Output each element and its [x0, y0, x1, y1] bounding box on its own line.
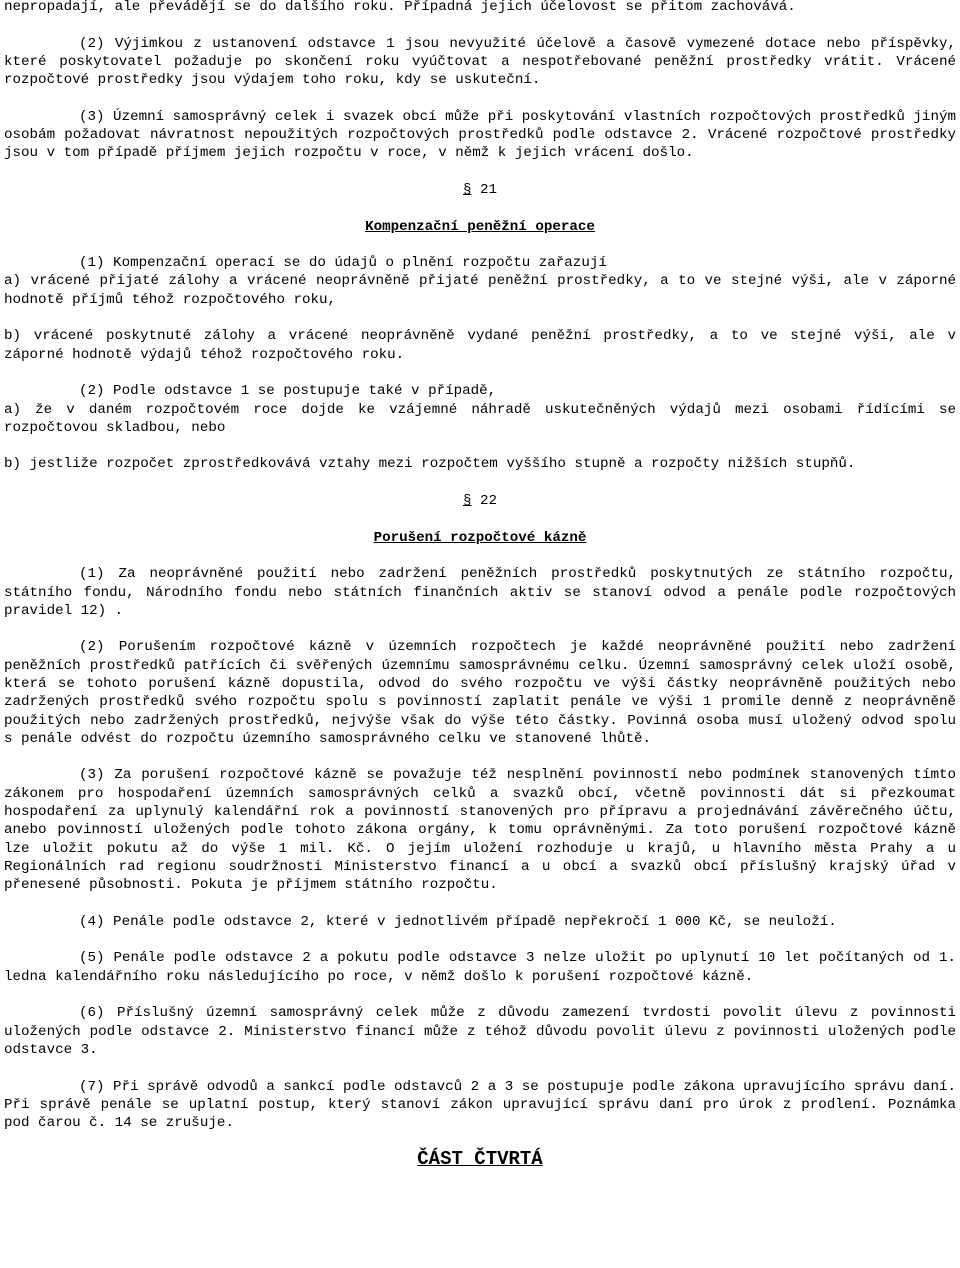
section-sign: § — [462, 493, 472, 510]
s20-paragraph-3: (3) Územní samosprávný celek i svazek obcí může při poskytování vlastních rozpočtových prostředků jiným osobám požadovat návratnost nepoužitých rozpočtových prostředků podle odstavce 2. Vrácené rozpočtové prostředky jsou v tom případě příjmem jejich rozpočtu v roce, v němž k jejich vrácení došlo. — [4, 108, 956, 162]
s22-paragraph-7: (7) Při správě odvodů a sankcí podle odstavců 2 a 3 se postupuje podle zákona upravujícího správu daní. Při správě penále se uplatní postup, který stanoví zákon upravující správu daní pro úrok z prodlení. Poznámka pod čarou č. 14 se zrušuje. — [4, 1078, 956, 1132]
section-number: 22 — [480, 493, 498, 510]
s22-paragraph-5: (5) Penále podle odstavce 2 a pokutu podle odstavce 3 nelze uložit po uplynutí 10 let počítaných od 1. ledna kalendářního roku následujícího po roce, v němž došlo k porušení rozpočtové kázně. — [4, 950, 956, 985]
s21-paragraph-1-item-a: a) vrácené přijaté zálohy a vrácené neoprávněně přijaté peněžní prostředky, a to ve stejné výši, ale v záporné hodnotě příjmů téhož rozpočtového roku, — [4, 273, 956, 308]
paragraph-continuation: nepropadají, ale převádějí se do dalšího roku. Případná jejich účelovost se přitom zachovává. — [4, 0, 796, 15]
part-heading: ČÁST ČTVRTÁ — [417, 1148, 543, 1171]
section-22-marker — [4, 492, 956, 510]
section-sign: § — [462, 181, 472, 198]
s22-paragraph-4: (4) Penále podle odstavce 2, které v jednotlivém případě nepřekročí 1 000 Kč, se neuloží. — [79, 913, 837, 930]
s20-paragraph-2: (2) Výjimkou z ustanovení odstavce 1 jsou nevyužité účelově a časově vymezené dotace nebo příspěvky, které poskytovatel požaduje po skončení roku vyúčtovat a nespotřebované peněžní prostředky vrátit. Vrácené rozpočtové prostředky jsou výdajem toho roku, kdy se uskuteční. — [4, 35, 956, 89]
section-21-title: Kompenzační peněžní operace — [365, 218, 595, 235]
s21-paragraph-2-item-b: b) jestliže rozpočet zprostředkovává vztahy mezi rozpočtem vyššího stupně a rozpočty nižších stupňů. — [4, 456, 856, 473]
s21-paragraph-2-item-a: a) že v daném rozpočtovém roce dojde ke vzájemné náhradě uskutečněných výdajů mezi osobami řídícími se rozpočtovou skladbou, nebo — [4, 401, 956, 436]
section-number: 21 — [480, 181, 498, 198]
section-21-marker — [4, 181, 956, 199]
s21-paragraph-2: (2) Podle odstavce 1 se postupuje také v případě, — [79, 383, 497, 400]
document-page — [4, 0, 956, 1170]
s22-paragraph-2: (2) Porušením rozpočtové kázně v územních rozpočtech je každé neoprávněné použití nebo zadržení peněžních prostředků patřících či svěřených územnímu samosprávnému celku. Územní samosprávný celek uloží osobě, která se tohoto porušení kázně dopustila, odvod do svého rozpočtu ve výši částky neoprávněně použitých nebo zadržených prostředků svého rozpočtu spolu s povinností zaplatit penále ve výši 1 promile denně z neoprávněně použitých nebo zadržených prostředků, nejvýše však do výše této částky. Povinná osoba musí uložený odvod spolu s penále odvést do rozpočtu územního samosprávného celku ve stanovené lhůtě. — [4, 639, 956, 747]
s22-paragraph-6: (6) Příslušný územní samosprávný celek může z důvodu zamezení tvrdosti povolit úlevu z povinnosti uložených podle odstavce 2. Ministerstvo financí může z téhož důvodu povolit úlevu z povinnosti uložených podle odstavce 3. — [4, 1005, 956, 1058]
s22-paragraph-3: (3) Za porušení rozpočtové kázně se považuje též nesplnění povinností nebo podmínek stanovených tímto zákonem pro hospodaření územních samosprávných celků a svazků obcí, včetně povinnosti dát si přezkoumat hospodaření za uplynulý kalendářní rok a povinností stanovených pro přípravu a projednávání závěrečného účtu, anebo povinností uložených podle tohoto zákona orgány, k tomu oprávněnými. Za toto porušení rozpočtové kázně lze uložit pokutu až do výše 1 mil. Kč. O jejím uložení rozhoduje u krajů, u hlavního města Prahy a u Regionálních rad regionu soudržnosti Ministerstvo financí a u obcí a svazků obcí příslušný krajský úřad v přenesené působnosti. Pokuta je příjmem státního rozpočtu. — [4, 767, 956, 894]
section-22-title: Porušení rozpočtové kázně — [373, 529, 587, 546]
s22-paragraph-1: (1) Za neoprávněné použití nebo zadržení peněžních prostředků poskytnutých ze státního rozpočtu, státního fondu, Národního fondu nebo státních finančních aktiv se stanoví odvod a penále podle rozpočtových pravidel 12) . — [4, 566, 956, 619]
s21-paragraph-1-item-b: b) vrácené poskytnuté zálohy a vrácené neoprávněně vydané peněžní prostředky, a to ve stejné výši, ale v záporné hodnotě výdajů téhož rozpočtového roku. — [4, 328, 956, 363]
s21-paragraph-1: (1) Kompenzační operací se do údajů o plnění rozpočtu zařazují — [79, 255, 607, 272]
